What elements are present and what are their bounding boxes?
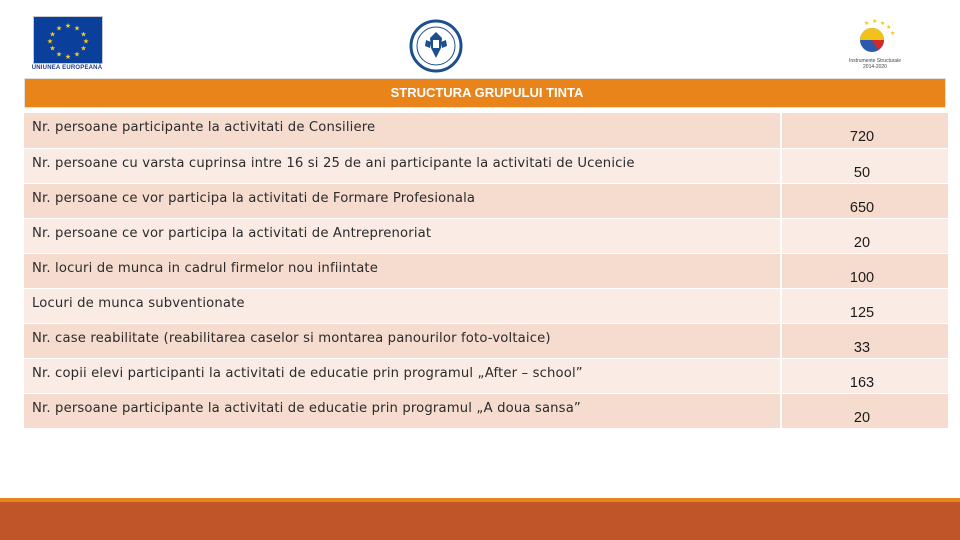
table-row bbox=[24, 113, 948, 148]
row-label: Nr. copii elevi participanti la activitati de educatie prin programul „After – school” bbox=[32, 366, 583, 381]
svg-text:★: ★ bbox=[880, 20, 886, 27]
is-caption: Instrumente Structurale 2014-2020 bbox=[849, 58, 901, 70]
government-logo bbox=[408, 18, 464, 74]
row-label: Nr. persoane participante la activitati de educatie prin programul „A doua sansa” bbox=[32, 401, 581, 416]
row-value: 720 bbox=[780, 113, 948, 148]
eu-flag-icon bbox=[33, 16, 103, 64]
row-label: Locuri de munca subventionate bbox=[32, 296, 245, 311]
row-label: Nr. case reabilitate (reabilitarea caselor si montarea panourilor foto-voltaice) bbox=[32, 331, 551, 346]
svg-text:★: ★ bbox=[890, 30, 896, 37]
footer-bar bbox=[0, 502, 960, 540]
table-row bbox=[24, 253, 948, 288]
table-row bbox=[24, 218, 948, 253]
svg-text:★: ★ bbox=[864, 20, 870, 27]
eu-logo bbox=[30, 16, 104, 76]
row-value: 125 bbox=[780, 289, 948, 324]
svg-text:★: ★ bbox=[872, 18, 878, 25]
table-row bbox=[24, 393, 948, 428]
svg-text:★: ★ bbox=[55, 50, 63, 59]
row-value: 33 bbox=[780, 324, 948, 359]
svg-text:★: ★ bbox=[64, 53, 72, 61]
table-row bbox=[24, 323, 948, 358]
svg-text:★: ★ bbox=[64, 22, 72, 30]
row-value: 100 bbox=[780, 254, 948, 289]
row-value: 163 bbox=[780, 359, 948, 394]
svg-text:★: ★ bbox=[73, 50, 81, 59]
svg-text:★: ★ bbox=[80, 44, 87, 53]
svg-text:★: ★ bbox=[73, 24, 81, 33]
instrumente-structurale-logo bbox=[844, 16, 906, 78]
row-value: 20 bbox=[780, 394, 948, 429]
row-value: 50 bbox=[780, 149, 948, 184]
svg-text:★: ★ bbox=[886, 24, 892, 31]
row-label: Nr. persoane participante la activitati de Consiliere bbox=[32, 120, 376, 135]
row-label: Nr. persoane ce vor participa la activitati de Antreprenoriat bbox=[32, 226, 432, 241]
table-row bbox=[24, 288, 948, 323]
eu-caption: UNIUNEA EUROPEANĂ bbox=[31, 65, 103, 71]
table-row bbox=[24, 183, 948, 218]
row-label: Nr. persoane ce vor participa la activitati de Formare Profesionala bbox=[32, 191, 476, 206]
table-header bbox=[24, 78, 946, 108]
svg-text:★: ★ bbox=[82, 37, 90, 46]
table-row bbox=[24, 358, 948, 393]
row-value: 650 bbox=[780, 184, 948, 219]
row-label: Nr. persoane cu varsta cuprinsa intre 16 si 25 de ani participante la activitati de Ucenicie bbox=[32, 156, 635, 171]
svg-text:★: ★ bbox=[55, 24, 63, 33]
svg-text:★: ★ bbox=[46, 37, 54, 46]
svg-text:★: ★ bbox=[49, 30, 56, 39]
svg-text:★: ★ bbox=[49, 44, 56, 53]
table-row bbox=[24, 148, 948, 183]
table-title: STRUCTURA GRUPULUI TINTA bbox=[390, 85, 584, 100]
row-label: Nr. locuri de munca in cadrul firmelor nou infiintate bbox=[32, 261, 379, 276]
svg-text:★: ★ bbox=[80, 30, 87, 39]
target-group-table bbox=[24, 113, 948, 428]
row-value: 20 bbox=[780, 219, 948, 254]
